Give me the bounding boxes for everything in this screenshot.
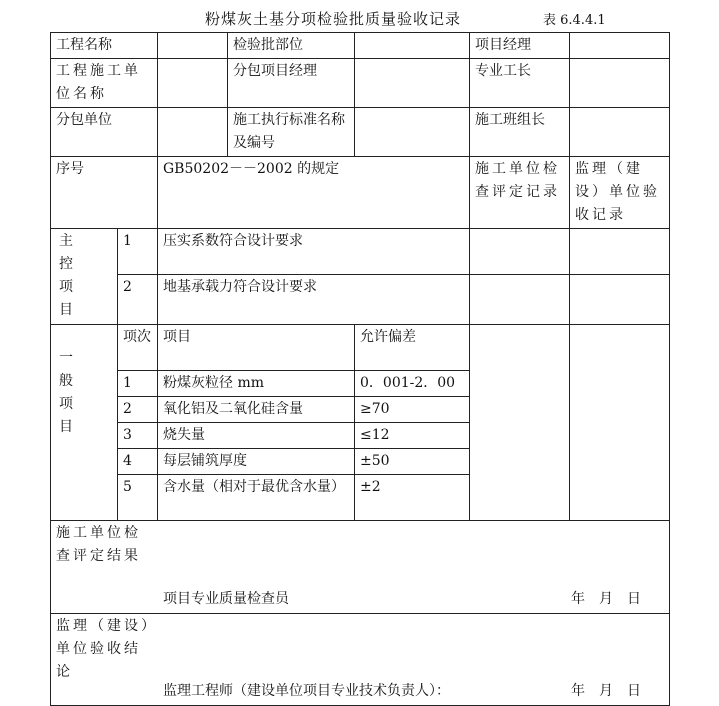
- general-item: 氧化铝及二氧化硅含量: [158, 397, 355, 423]
- supervision-result-row: [51, 614, 670, 706]
- subcontract-unit-value[interactable]: [158, 108, 228, 157]
- date-year: 年: [571, 591, 585, 607]
- project-name-value[interactable]: [158, 33, 228, 59]
- project-name-label: 工程名称: [51, 33, 158, 59]
- date-month: 月: [599, 591, 613, 607]
- main-control-no: 2: [118, 275, 158, 325]
- team-leader-value[interactable]: [570, 108, 670, 157]
- spec-header: GB50202－－2002 的规定: [158, 157, 470, 229]
- inspection-part-label: 检验批部位: [228, 33, 355, 59]
- general-no: 1: [118, 371, 158, 397]
- date-day: 日: [627, 683, 641, 699]
- construction-unit-label: 工程施工单位名称: [51, 59, 158, 108]
- general-item: 粉煤灰粒径 mm: [158, 371, 355, 397]
- general-tolerance: 0．001-2．00: [355, 371, 470, 397]
- inspection-part-value[interactable]: [355, 33, 470, 59]
- main-control-accept[interactable]: [570, 275, 670, 325]
- document-title: 粉煤灰土基分项检验批质量验收记录: [205, 10, 462, 28]
- row-construction-unit: [51, 59, 670, 108]
- supervision-accept-header: 监理（建设）单位验收记录: [570, 157, 670, 229]
- document-title-bar: [0, 8, 719, 28]
- professional-foreman-value[interactable]: [570, 59, 670, 108]
- subcontract-manager-value[interactable]: [355, 59, 470, 108]
- row-column-headers: [51, 157, 670, 229]
- general-sub-no-header: 项次: [118, 325, 158, 371]
- main-control-no: 1: [118, 229, 158, 275]
- general-no: 4: [118, 449, 158, 475]
- supervision-result-cell[interactable]: [51, 614, 670, 706]
- project-manager-label: 项目经理: [470, 33, 570, 59]
- main-control-row-2: [51, 275, 670, 325]
- supervision-result-date: [571, 680, 655, 703]
- construction-check-header: 施工单位检查评定记录: [470, 157, 570, 229]
- general-item-header: 项目: [158, 325, 355, 371]
- construction-unit-value[interactable]: [158, 59, 228, 108]
- team-leader-label: 施工班组长: [470, 108, 570, 157]
- general-tolerance: ≥70: [355, 397, 470, 423]
- row-project-name: [51, 33, 670, 59]
- construction-result-date: [571, 588, 655, 611]
- standard-label: 施工执行标准名称及编号: [228, 108, 355, 157]
- table-code: 表 6.4.4.1: [543, 13, 606, 28]
- construction-result-cell[interactable]: [51, 521, 670, 614]
- construction-result-signer: 项目专业质量检查员: [163, 591, 289, 607]
- general-check[interactable]: [470, 325, 570, 521]
- general-item: 每层铺筑厚度: [158, 449, 355, 475]
- supervision-result-signer: 监理工程师（建设单位项目专业技术负责人）：: [163, 683, 450, 699]
- date-year: 年: [571, 683, 585, 699]
- general-no: 5: [118, 475, 158, 521]
- construction-result-label: 施工单位检查评定结果: [56, 525, 141, 564]
- professional-foreman-label: 专业工长: [470, 59, 570, 108]
- project-manager-value[interactable]: [570, 33, 670, 59]
- seq-header: 序号: [51, 157, 158, 229]
- general-item: 含水量（相对于最优含水量）: [158, 475, 355, 521]
- general-tolerance: ±50: [355, 449, 470, 475]
- date-day: 日: [627, 591, 641, 607]
- supervision-result-label: 监理（建设）单位验收结论: [56, 618, 151, 680]
- general-item: 烧失量: [158, 423, 355, 449]
- general-no: 2: [118, 397, 158, 423]
- main-control-item: 压实系数符合设计要求: [158, 229, 470, 275]
- main-control-accept[interactable]: [570, 229, 670, 275]
- main-control-check[interactable]: [470, 275, 570, 325]
- main-control-item: 地基承载力符合设计要求: [158, 275, 470, 325]
- main-control-row-1: [51, 229, 670, 275]
- general-tolerance: ≤12: [355, 423, 470, 449]
- general-no: 3: [118, 423, 158, 449]
- subcontract-unit-label: 分包单位: [51, 108, 158, 157]
- general-tolerance: ±2: [355, 475, 470, 521]
- general-header-row: [51, 325, 670, 371]
- main-control-label: 主控项目: [51, 229, 118, 325]
- inspection-record-table: [50, 32, 670, 706]
- construction-result-row: [51, 521, 670, 614]
- main-control-check[interactable]: [470, 229, 570, 275]
- date-month: 月: [599, 683, 613, 699]
- general-accept[interactable]: [570, 325, 670, 521]
- row-subcontract-unit: [51, 108, 670, 157]
- standard-value[interactable]: [355, 108, 470, 157]
- general-label: 一般项目: [51, 325, 118, 521]
- general-tolerance-header: 允许偏差: [355, 325, 470, 371]
- subcontract-manager-label: 分包项目经理: [228, 59, 355, 108]
